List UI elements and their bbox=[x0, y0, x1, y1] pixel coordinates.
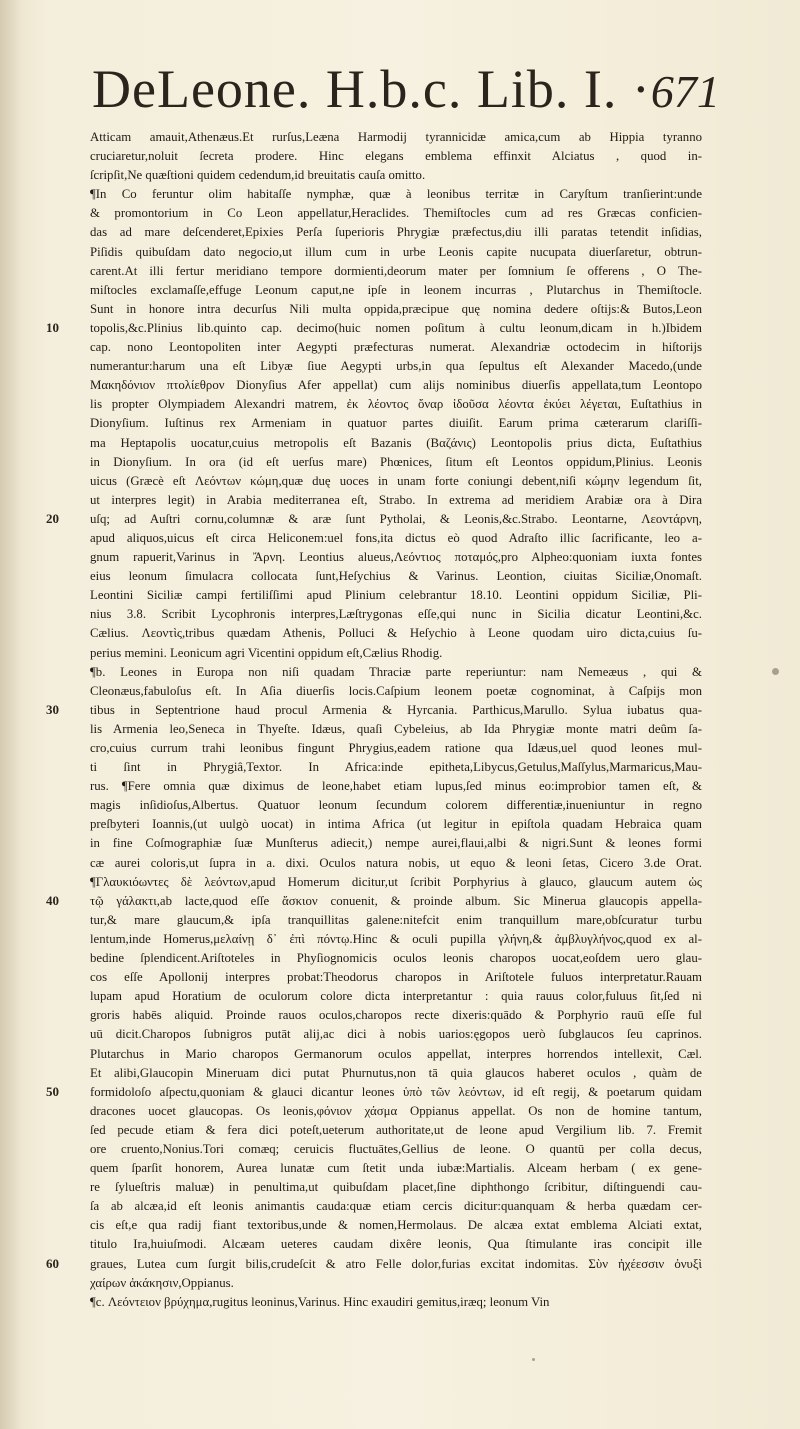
text-line: Leontini Siciliæ campi fertiliſſimi apud Plinium celebrantur 18.10. Leontini oppidum Siciliæ, Pli- bbox=[90, 588, 702, 603]
text-line: Plutarchus in Mario charopos Germanorum oculos appellat, interpres horrendos intellexit, Cæl. bbox=[90, 1046, 702, 1061]
text-line: Dionyſium. Iuſtinus rex Armeniam in quatuor partes diuiſit. Earum prima cæterarum clariſſi- bbox=[90, 416, 702, 431]
margin-line-number: 20 bbox=[46, 511, 59, 526]
text-line: Atticam amauit,Athenæus.Et rurſus,Leæna Harmodij tyrannicidæ amica,cum ab Hippia tyranno bbox=[90, 130, 702, 144]
text-line: eius leonum ſimulacra collocata ſunt,Heſychius & Varinus. Leontion, ciuitas Siciliæ,Onomaſt. bbox=[90, 569, 702, 584]
text-line: das ad mare deſcenderet,Epixies Perſa ſuperioris Phrygiæ præfectus,diu illi paratas tetendit inſidias, bbox=[90, 225, 702, 240]
text-line: Piſidis quibuſdam dato negocio,ut illum cum in urbe Leonis capite nucupata diuerſaretur, obtrun- bbox=[90, 244, 702, 259]
text-line: & promontorium in Co Leon appellatur,Heraclides. Themiſtocles cum ad res Græcas conficien- bbox=[90, 206, 702, 221]
text-line: ¶b. Leones in Europa non niſi quadam Thraciæ parte reperiuntur: nam Nemeæus , qui & bbox=[90, 664, 702, 679]
text-line: uſq; ad Auſtri cornu,columnæ & aræ ſunt Pytholai, & Leonis,&c.Strabo. Leontarne, Λεοντάρνη, bbox=[90, 511, 702, 526]
text-line: lentum,inde Homerus,μελαίνῃ δ᾽ ἐπὶ πόντῳ.Hinc & oculi pupilla γλήνη,& ἀμβλυγλήνος,quod ex al- bbox=[90, 931, 702, 946]
text-line: titulo Ira,huiuſmodi. Alcæam ueteres caudam dixêre leonis, Qua ſtimulante iras concipit ille bbox=[90, 1237, 702, 1252]
margin-line-number: 30 bbox=[46, 702, 59, 717]
page-number: 671 bbox=[650, 66, 720, 117]
text-line: ſa ab alcæa,id eſt leonis animantis cauda:quæ etiam cercis dicitur:quanquam & herba quædam cer- bbox=[90, 1199, 702, 1214]
text-line: cap. nono Leontopoliten inter Aegypti præfecturas numerat. Alexandriæ octodecim in hiſtorijs bbox=[90, 340, 702, 355]
text-line: ma Heptapolis uocatur,cuius metropolis eſt Bazanis (Βαζάνις) Leontopolis prius dicta, Euſtathius bbox=[90, 435, 702, 450]
paper-speck bbox=[772, 668, 779, 675]
text-line: ore cruento,Nonius.Tori comæq; ceruicis fluctuātes,Gellius de leone. O quantū per colla decus, bbox=[90, 1141, 702, 1156]
text-line: gnum rapuerit,Varinus in Ἄρνη. Leontius alueus,Λεόντιος ποταμός,pro Alpheo:quoniam iuxta fontes bbox=[90, 550, 702, 565]
text-line: χαίρων ἀκάκησιν,Oppianus. bbox=[90, 1275, 234, 1290]
text-line: quem ſparſit honorem, Aurea lunatæ cum ſtetit unda iubæ:Martialis. Alceam herbam ( ex gene- bbox=[90, 1161, 702, 1176]
text-line: in fine Coſmographiæ ſuæ Munſterus adiecit,) nempe aurei,flaui,albi & nigri.Sunt & leones formi bbox=[90, 836, 702, 851]
text-line: magis inſidioſus,Albertus. Quatuor leonum ſecundum colorem differentiæ,inueniuntur in regno bbox=[90, 798, 702, 813]
text-line: perius memini. Leonicum agri Vicentini oppidum eſt,Cælius Rhodig. bbox=[90, 645, 443, 660]
text-line: ſed pecude etiam & fera dici poteſt,ueterum authoritate,ut de leone apud Vergilium lib. 7. Fremit bbox=[90, 1122, 702, 1137]
text-line: ut interpres legit) in Arabia mediterranea eſt, Strabo. In extrema ad meridiem Arabiæ ora à Dira bbox=[90, 492, 702, 507]
text-line: apud aliquos,uicus eſt circa Heliconem:uel fons,ita dictus eò quod Adraſto illic ſacrificante, leo a- bbox=[90, 530, 702, 545]
text-line: preſbyteri Ioannis,(ut uulgò uocat) in intima Africa (ut legitur in epiſtola quadam Hebraica quam bbox=[90, 817, 702, 832]
text-line: lupam apud Horatium de oculorum colore dicta interpretantur : quia rauus color,fuluus ſit,ſed ni bbox=[90, 989, 702, 1004]
text-line: Et alibi,Glaucopin Mineruam dici putat Phurnutus,non tā quia glaucos haberet oculos , quàm de bbox=[90, 1065, 702, 1080]
text-line: cæ aurei coloris,ut ſupra in a. dixi. Oculos natura nobis, ut equo & leoni ſetas, Cicero 3.de Orat. bbox=[90, 855, 702, 870]
text-line: Cleonæus,fabuloſus eſt. In Aſia diuerſis locis.Caſpium leonem poetæ cognominat, à Caſpijs mon bbox=[90, 683, 702, 698]
text-line: ¶c. Λεόντειον βρύχημα,rugitus leoninus,Varinus. Hinc exaudiri gemitus,iræq; leonum Vin bbox=[90, 1294, 550, 1309]
text-line: ti ſint in Phrygiâ,Textor. In Africa:inde epitheta,Libycus,Getulus,Maſſylus,Marmaricus,Mau- bbox=[90, 760, 702, 775]
text-line: dracones uocet glaucopas. Os leonis,φόνιον χάσμα Oppianus appellat. Os non de homine tantum, bbox=[90, 1103, 702, 1118]
text-line: uū dicit.Charopos ſubnigros putāt alij,ac dici à nobis uarios:ęgopos uerò ſubglaucos ſeu caprinos. bbox=[90, 1027, 702, 1042]
paper-speck bbox=[532, 1358, 535, 1361]
text-line: ¶In Co feruntur olim habitaſſe nymphæ, quæ à leonibus territæ in Caryſtum tranſierint:unde bbox=[90, 187, 702, 202]
text-line: cruciaretur,noluit ſecreta prodere. Hinc elegans emblema effinxit Alciatus , quod in- bbox=[90, 149, 702, 164]
text-line: carent.At illi fertur meridiano tempore dormienti,deorum mater per ſomnium ſe offerens , O The- bbox=[90, 263, 702, 278]
text-line: τῷ γάλακτι,ab lacte,quod eſſe ἄσκιον conuenit, & proinde album. Sic Minerua glaucopis appella- bbox=[90, 893, 702, 908]
main-text-block bbox=[90, 128, 702, 1388]
text-line: formidoloſo aſpectu,quoniam & glauci dicantur leones ὑπὸ τῶν λεόντων, id eſt regij, & poetarum quidam bbox=[90, 1084, 702, 1099]
text-line: ſcripſit,Ne quæſtioni quidem cedendum,id breuitatis cauſa omitto. bbox=[90, 168, 426, 183]
text-line: ¶Γλαυκιόωντες δὲ λεόντων,apud Homerum dicitur,ut ſcribit Porphyrius à glauco, glaucum autem ὡς bbox=[90, 874, 702, 889]
margin-line-number: 60 bbox=[46, 1255, 59, 1271]
text-line: Sunt in honore intra decurſus Nili multa oppida,præcipue quę nomina dedere oſtijs:& Butos,Leon bbox=[90, 301, 702, 316]
text-line: tibus in Septentrione haud procul Armenia & Hyrcania. Parthicus,Marullo. Sylua iubatus qua- bbox=[90, 702, 702, 717]
text-line: nius 3.8. Scribit Lycophronis interpres,Læſtrygonas eſſe,qui nunc in Sicilia dicatur Leontini,&c. bbox=[90, 607, 702, 622]
margin-line-number: 10 bbox=[46, 320, 59, 335]
text-line: bedine ſplendicent.Ariſtoteles in Phyſiognomicis oculos leonis charopos uocat,eoſdem uero glau- bbox=[90, 951, 702, 966]
text-line: miſtocles exclamaſſe,effuge Leonum caput,ne ipſe in leonem incurras , Plutarchus in Themiſtocle. bbox=[90, 282, 702, 297]
text-line: lis propter Olympiadem Alexandri matrem, ἐκ λέοντος ὄναρ ἰδοῦσα λέοντα ἐκύει λέγεται, Euſtathius in bbox=[90, 397, 702, 412]
margin-line-numbers bbox=[0, 0, 90, 1429]
text-line: cis eſt,e qua radij fiant textoribus,unde & nomen,Hermolaus. De alcæa extat emblema Alciati extat, bbox=[90, 1218, 702, 1233]
text-line: Μακηδόνιον πτολίεθρον Dionyſius Afer appellat) cum alijs nominibus diuerſis appellata,tum Leontopo bbox=[90, 378, 702, 393]
running-title: DeLeone. H.b.c. Lib. I. · bbox=[92, 59, 651, 119]
text-line: graues, Lutea cum ſurgit bilis,crudeſcit & atro Felle dolor,furias excitat indomitas. Σὺν ἠχέεσσιν ὀνυξὶ bbox=[90, 1256, 702, 1271]
text-line: rus. ¶Fere omnia quæ diximus de leone,habet etiam lupus,ſed minus eo:improbior tamen eſt, & bbox=[90, 779, 702, 794]
margin-line-number: 50 bbox=[46, 1084, 59, 1099]
page-header bbox=[92, 58, 720, 128]
text-line: cos eſſe Apollonij interpres probat:Theodorus charopos in Ariſtotele fuluos interpretatur.Rauam bbox=[90, 970, 702, 985]
text-line: in Dionyſium. In ora (id eſt uerſus mare) Phœnices, ſitum eſt Leontos oppidum,Plinius. Leonis bbox=[90, 454, 702, 469]
margin-line-number: 40 bbox=[46, 893, 59, 908]
text-line: groris habēs aliquid. Proinde rauos oculos,charopos recte dixeris:quādo & Porphyrio rauū eſſe ful bbox=[90, 1008, 702, 1023]
text-line: Cælius. Λεοντὶς,tribus quædam Athenis, Polluci & Heſychio à Leone quodam uiro dicta,cuius ſu- bbox=[90, 626, 702, 641]
text-line: tur,& mare glaucum,& ipſa tranquillitas galene:nitefcit enim tranquillum mare,obſcuratur turbu bbox=[90, 912, 702, 927]
text-line: topolis,&c.Plinius lib.quinto cap. decimo(huic nomen poſitum à cultu leonum,dicam in h.)Ibidem bbox=[90, 320, 702, 335]
text-line: numerantur:harum una eſt Libyæ ſiue Aegypti urbs,in qua ſepultus eſt Alexander Macedo,(unde bbox=[90, 359, 702, 374]
text-line: re ſylueſtris maluæ) in penultima,ut quibuſdam placet,ſine diphthongo ſcribitur, diſtinguendi cau- bbox=[90, 1180, 702, 1195]
text-line: cro,cuius currum trahi leonibus fingunt Phrygius,eadem ratione qua Idæus,uel quod leones mul- bbox=[90, 741, 702, 755]
text-line: uicus (Græcè eſt Λεόντων κώμη,quæ duę uoces in unam forte coniungi debent,niſi κώμην legendum ſit, bbox=[90, 473, 702, 488]
text-line: lis Armenia leo,Seneca in Thyeſte. Idæus, quaſi Cybeleius, ab Ida Phrygiæ monte matri deûm ſa- bbox=[90, 721, 702, 736]
